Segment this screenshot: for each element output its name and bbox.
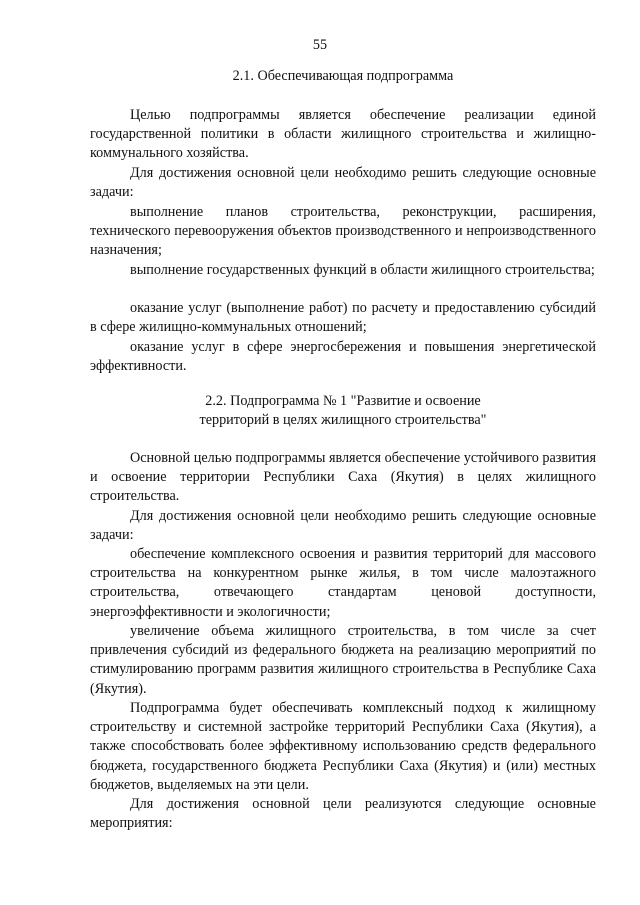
paragraph: Подпрограмма будет обеспечивать комплексный подход к жилищному строительству и системной застройке территорий Республики Саха (Якутия), а также способствовать более эффективному использованию средств федерального бюджета, государственного бюджета Республики Саха (Якутия) и (или) местных бюджетов, выделяемых на эти цели. bbox=[90, 700, 596, 793]
task-item: выполнение государственных функций в области жилищного строительства; bbox=[130, 262, 595, 278]
section-2-2-heading-line-1: 2.2. Подпрограмма № 1 "Развитие и освоение bbox=[205, 393, 481, 409]
paragraph: Основной целью подпрограммы является обеспечение устойчивого развития и освоение территории Республики Саха (Якутия) в целях жилищного строительства. bbox=[90, 450, 596, 505]
task-item: оказание услуг (выполнение работ) по расчету и предоставлению субсидий в сфере жилищно-коммунальных отношений; bbox=[90, 300, 596, 336]
paragraph: Для достижения основной цели необходимо решить следующие основные задачи: bbox=[90, 508, 596, 544]
task-item: обеспечение комплексного освоения и развития территорий для массового строительства на конкурентном рынке жилья, в том числе малоэтажного строительства, отвечающего стандартам ценовой доступности, энергоэффективности и экологичности; bbox=[90, 546, 596, 620]
section-2-1-heading: 2.1. Обеспечивающая подпрограмма bbox=[232, 68, 454, 84]
task-item: оказание услуг в сфере энергосбережения и повышения энергетической эффективности. bbox=[90, 339, 596, 375]
paragraph: Для достижения основной цели необходимо решить следующие основные задачи: bbox=[90, 165, 596, 201]
paragraph: Целью подпрограммы является обеспечение реализации единой государственной политики в области жилищного строительства и жилищно-коммунального хозяйства. bbox=[90, 107, 596, 162]
task-item: выполнение планов строительства, реконструкции, расширения, технического перевооружения объектов производственного и непроизводственного назначения; bbox=[90, 204, 596, 259]
section-2-2-heading-line-2: территорий в целях жилищного строительства" bbox=[199, 412, 487, 428]
task-item: увеличение объема жилищного строительства, в том числе за счет привлечения субсидий из федерального бюджета на реализацию мероприятий по стимулированию программ развития жилищного строительства в Республике Саха (Якутия). bbox=[90, 623, 596, 697]
paragraph: Для достижения основной цели реализуются следующие основные мероприятия: bbox=[90, 796, 596, 832]
page-number: 55 bbox=[312, 37, 328, 53]
